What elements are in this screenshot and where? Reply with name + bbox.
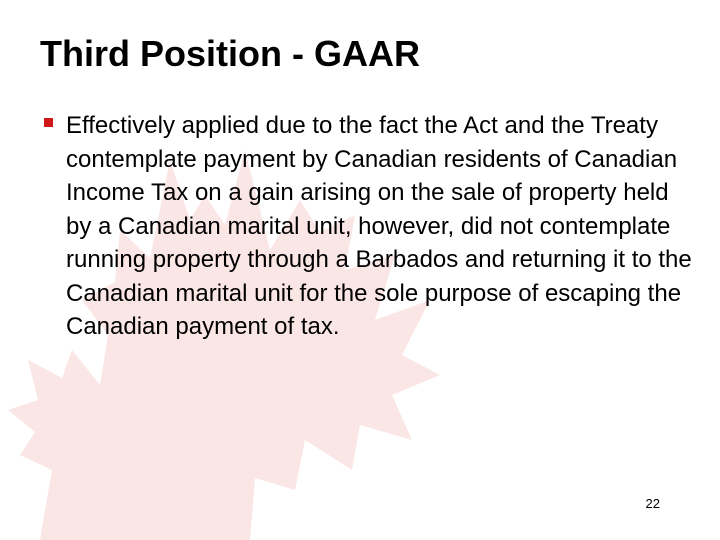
bullet-text: Effectively applied due to the fact the Act and the Treaty contemplate payment by Canadian residents of Canadian Income Tax on a gain arising on the sale of property held by a Canadian marital unit, however, did not contemplate running property through a Barbados and returning it to the Canadian marital unit for the sole purpose of escaping the Canadian payment of tax. <box>66 112 692 340</box>
bullet-item <box>44 109 694 344</box>
square-bullet-icon <box>44 118 53 127</box>
slide-title: Third Position - GAAR <box>40 33 420 74</box>
page-number: 22 <box>645 496 660 511</box>
